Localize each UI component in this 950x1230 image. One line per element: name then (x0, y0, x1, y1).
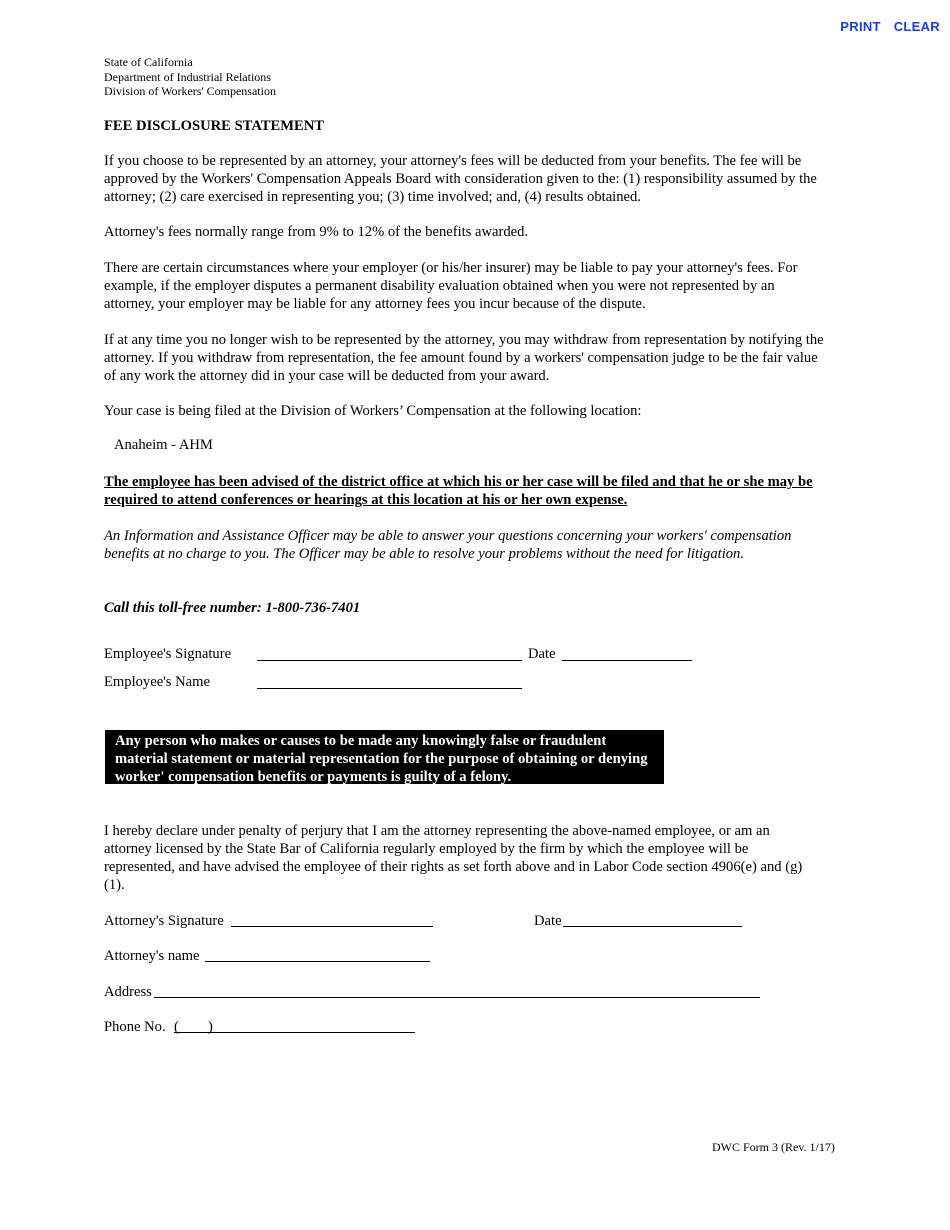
page-title: FEE DISCLOSURE STATEMENT (104, 118, 325, 134)
employee-name-label: Employee's Name (104, 674, 210, 690)
district-office-value: Anaheim - AHM (114, 437, 213, 453)
attorney-date-field[interactable] (563, 926, 742, 927)
clear-button[interactable]: CLEAR (893, 19, 940, 34)
agency-header (104, 55, 276, 99)
toll-free-number: Call this toll-free number: 1-800-736-7401 (104, 600, 361, 616)
attorney-declaration: I hereby declare under penalty of perjury that I am the attorney representing the above-named employee, or am an attorney licensed by the State Bar of California regularly employed by the firm by which the employee will be represented, and have advised the employee of their rights as set forth above and in Labor Code section 4906(e) and (g)(1). (104, 823, 803, 893)
filing-location-paragraph: Your case is being filed at the Division of Workers’ Compensation at the following location: (104, 403, 642, 419)
attorney-signature-label: Attorney's Signature (104, 913, 224, 929)
employer-liability-paragraph: There are certain circumstances where your employer (or his/her insurer) may be liable to pay your attorney's fees. For example, if the employer disputes a permanent disability evaluation obtained when you were not represented by an attorney, your employer may be liable for any attorney fees you incur because of the dispute. (104, 260, 798, 312)
employee-signature-field[interactable] (257, 660, 522, 661)
attorney-phone-field[interactable] (174, 1032, 415, 1033)
withdraw-paragraph: If at any time you no longer wish to be represented by the attorney, you may withdraw from representation by notifying the attorney. If you withdraw from representation, the fee amount found by a workers' compensation judge to be the fair value of any work the attorney did in your case will be deducted from your award. (104, 332, 824, 384)
header-department: Department of Industrial Relations (104, 69, 271, 84)
attorney-address-label: Address (104, 984, 152, 1000)
info-officer-paragraph: An Information and Assistance Officer may be able to answer your questions concerning your workers' compensation benefits at no charge to you. The Officer may be able to resolve your problems without the need for litigation. (104, 528, 792, 562)
employee-date-field[interactable] (562, 660, 692, 661)
phone-area-code-parens: ( ) (174, 1019, 213, 1035)
header-division: Division of Workers' Compensation (104, 84, 276, 98)
advisement-statement: The employee has been advised of the district office at which his or her case will be filed and that he or she may be required to attend conferences or hearings at this location at his or her own expense. (104, 474, 813, 508)
print-button[interactable]: PRINT (840, 19, 881, 34)
attorney-name-label: Attorney's name (104, 948, 200, 964)
felony-warning-box: Any person who makes or causes to be made any knowingly false or fraudulent material statement or material representation for the purpose of obtaining or denying worker' compensation benefits or payments is guilty of a felony. (105, 730, 664, 784)
fee-range-paragraph: Attorney's fees normally range from 9% to 12% of the benefits awarded. (104, 224, 529, 240)
form-revision-label: DWC Form 3 (Rev. 1/17) (712, 1140, 835, 1154)
fee-approval-paragraph: If you choose to be represented by an attorney, your attorney's fees will be deducted from your benefits. The fee will be approved by the Workers' Compensation Appeals Board with consideration given to the: (1) responsibility assumed by the attorney; (2) care exercised in representing you; (3) time involved; and, (4) results obtained. (104, 153, 817, 205)
attorney-address-field[interactable] (154, 997, 760, 998)
employee-signature-label: Employee's Signature (104, 646, 232, 662)
employee-name-field[interactable] (257, 688, 522, 689)
attorney-signature-field[interactable] (231, 926, 433, 927)
form-toolbar (831, 18, 940, 36)
attorney-phone-label: Phone No. (104, 1019, 166, 1035)
header-state: State of California (104, 55, 193, 69)
employee-date-label: Date (528, 646, 556, 662)
attorney-name-field[interactable] (205, 961, 430, 962)
attorney-date-label: Date (534, 913, 562, 929)
